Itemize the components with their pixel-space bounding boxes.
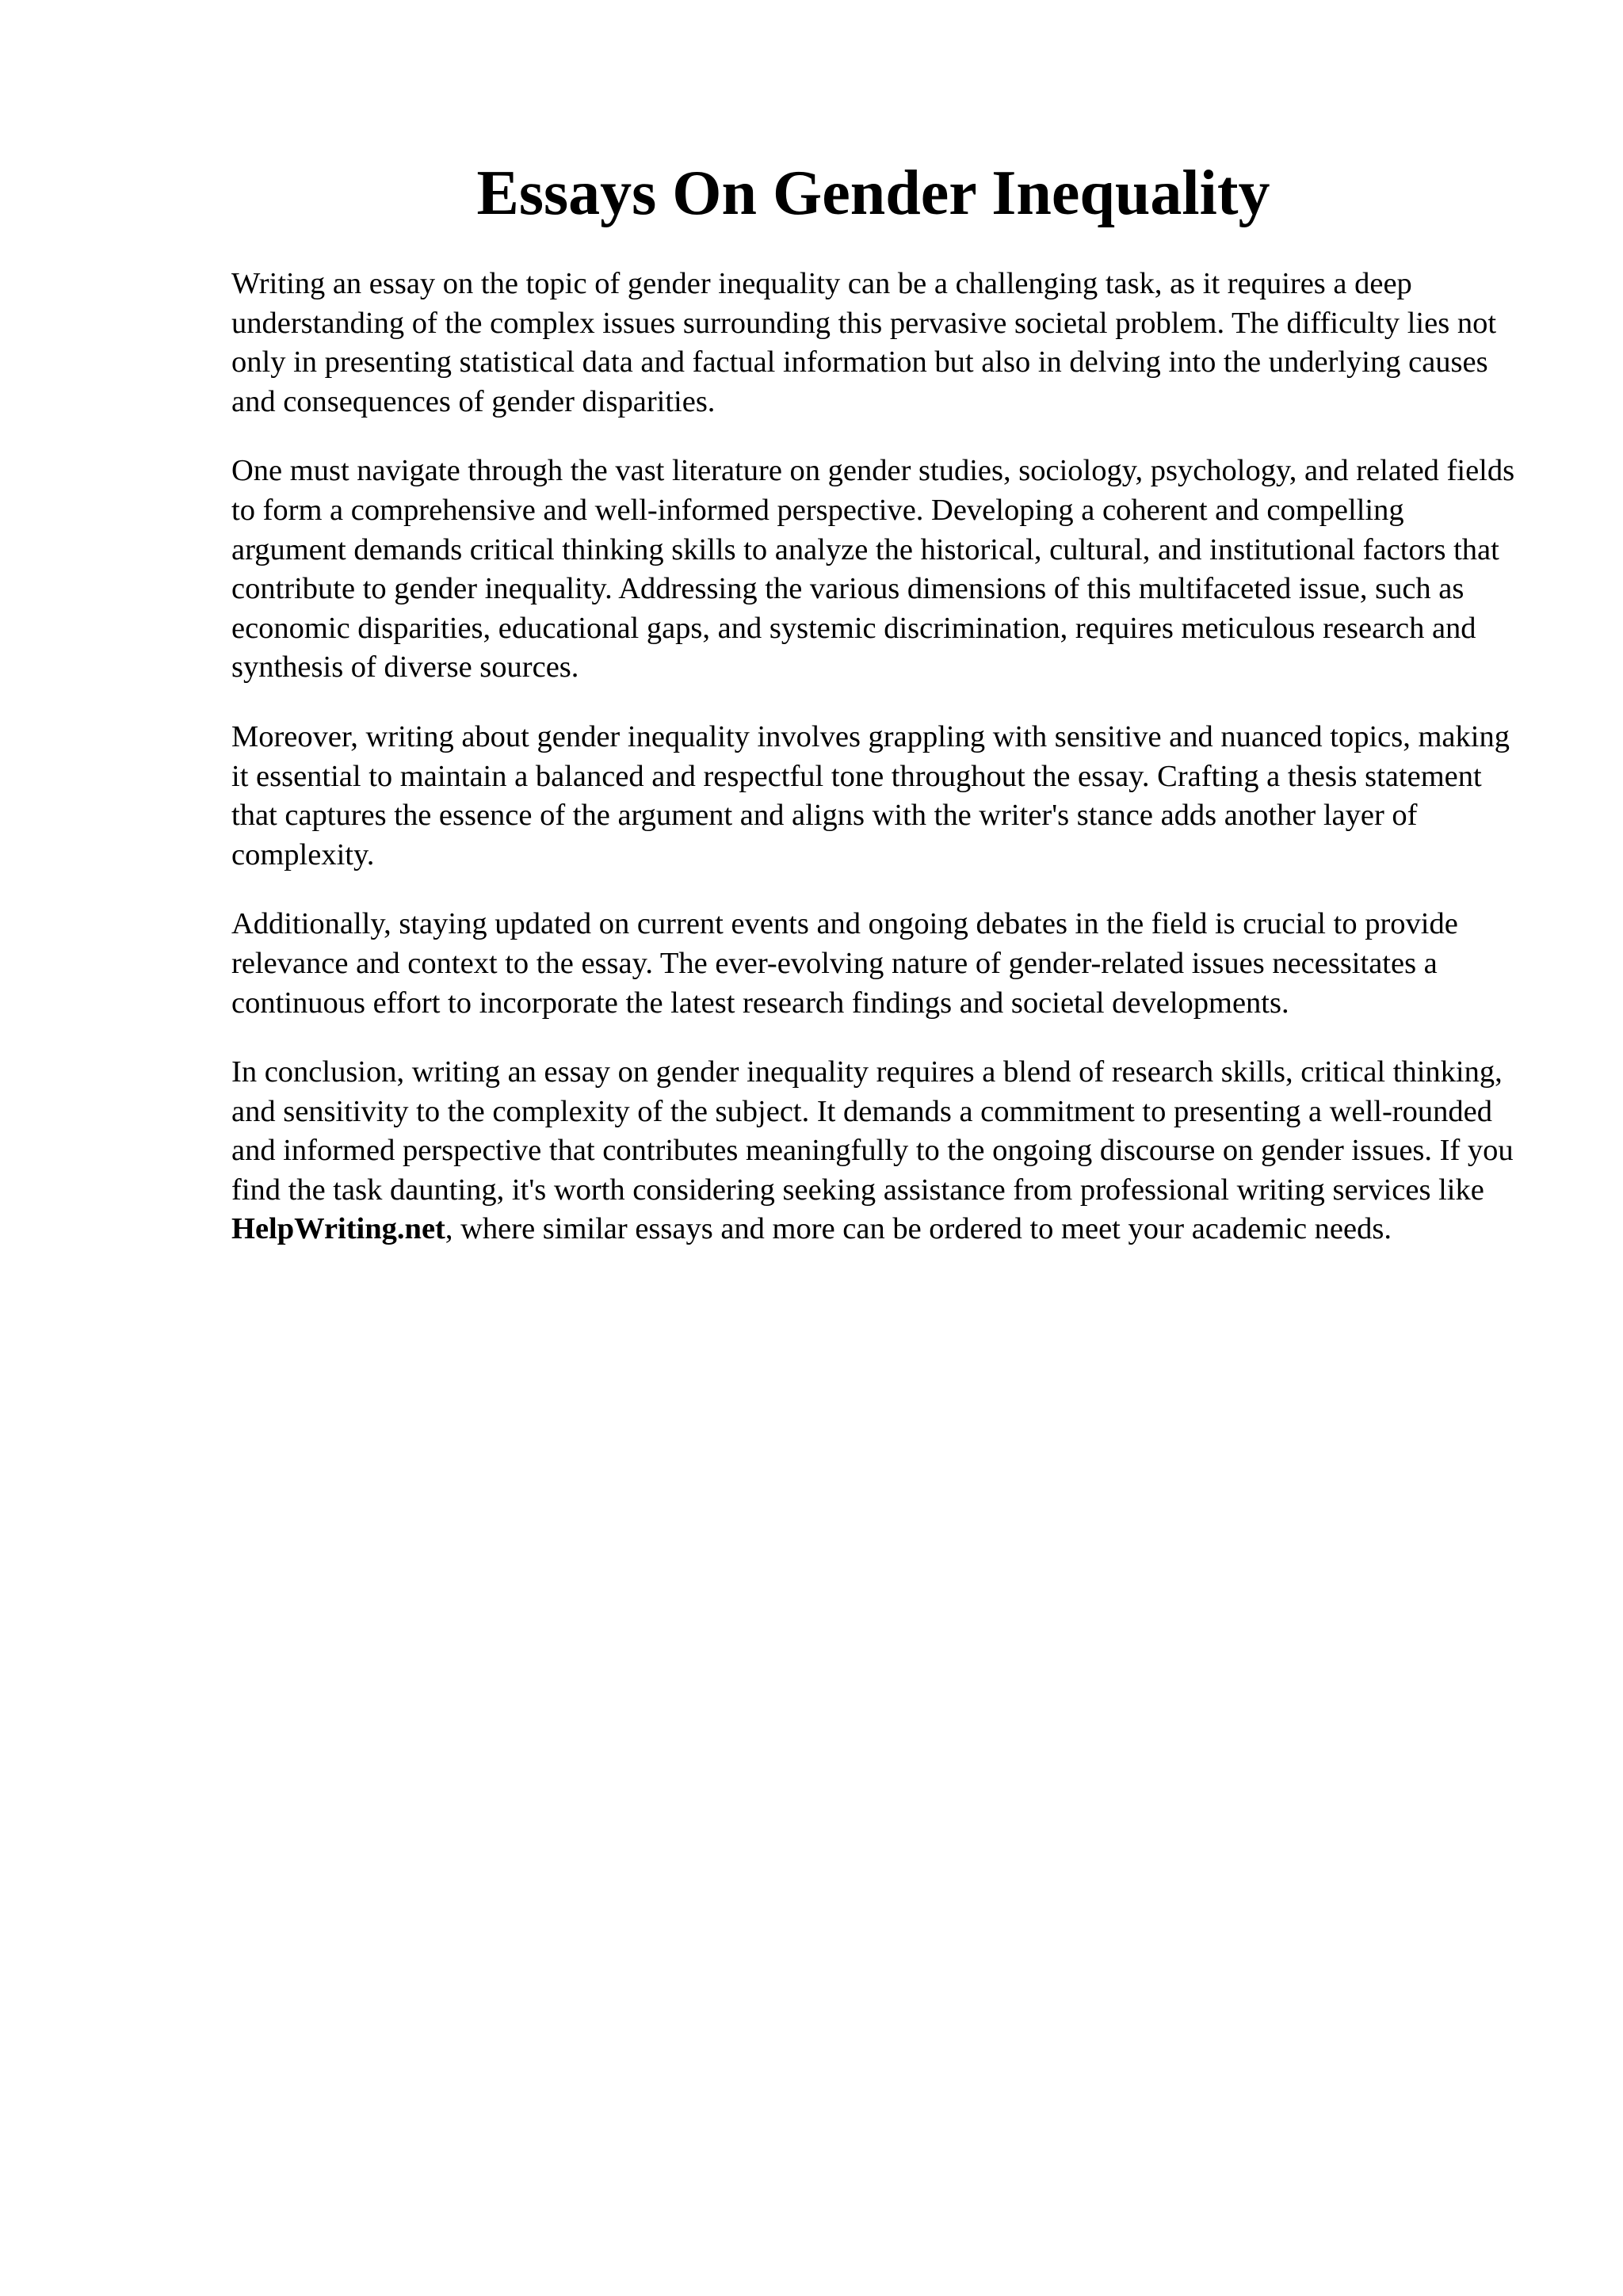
paragraph-2: One must navigate through the vast literature on gender studies, sociology, psychology, and related fields to form a comprehensive and well-informed perspective. Developing a coherent and compelling argument demands critical thinking skills to analyze the historical, cultural, and institutional factors that contribute to gender inequality. Addressing the various dimensions of this multifaceted issue, such as economic disparities, educational gaps, and systemic discrimination, requires meticulous research and synthesis of diverse sources. (231, 454, 1515, 685)
essay-body (231, 265, 1515, 1249)
conclusion-text-before: In conclusion, writing an essay on gender inequality requires a blend of research skills, critical thinking, and sensitivity to the complexity of the subject. It demands a commitment to presenting a well-rounded and informed perspective that contributes meaningfully to the ongoing discourse on gender issues. If you find the task daunting, it's worth considering seeking assistance from professional writing services like (231, 1055, 1514, 1207)
paragraph-1: Writing an essay on the topic of gender inequality can be a challenging task, as it requires a deep understanding of the complex issues surrounding this pervasive societal problem. The difficulty lies not only in presenting statistical data and factual information but also in delving into the underlying causes and consequences of gender disparities. (231, 267, 1497, 418)
document-page (231, 0, 1515, 1280)
brand-name: HelpWriting.net (231, 1212, 445, 1246)
conclusion-text-after: , where similar essays and more can be ordered to meet your academic needs. (445, 1212, 1392, 1246)
page-title: Essays On Gender Inequality (476, 158, 1270, 228)
conclusion-paragraph (231, 1053, 1515, 1249)
paragraph-3: Moreover, writing about gender inequality involves grappling with sensitive and nuanced topics, making it essential to maintain a balanced and respectful tone throughout the essay. Crafting a thesis statement that captures the essence of the argument and aligns with the writer's stance adds another layer of complexity. (231, 719, 1510, 871)
paragraph-4: Additionally, staying updated on current events and ongoing debates in the field is crucial to provide relevance and context to the essay. The ever-evolving nature of gender-related issues necessitates a continuous effort to incorporate the latest research findings and societal developments. (231, 907, 1458, 1020)
